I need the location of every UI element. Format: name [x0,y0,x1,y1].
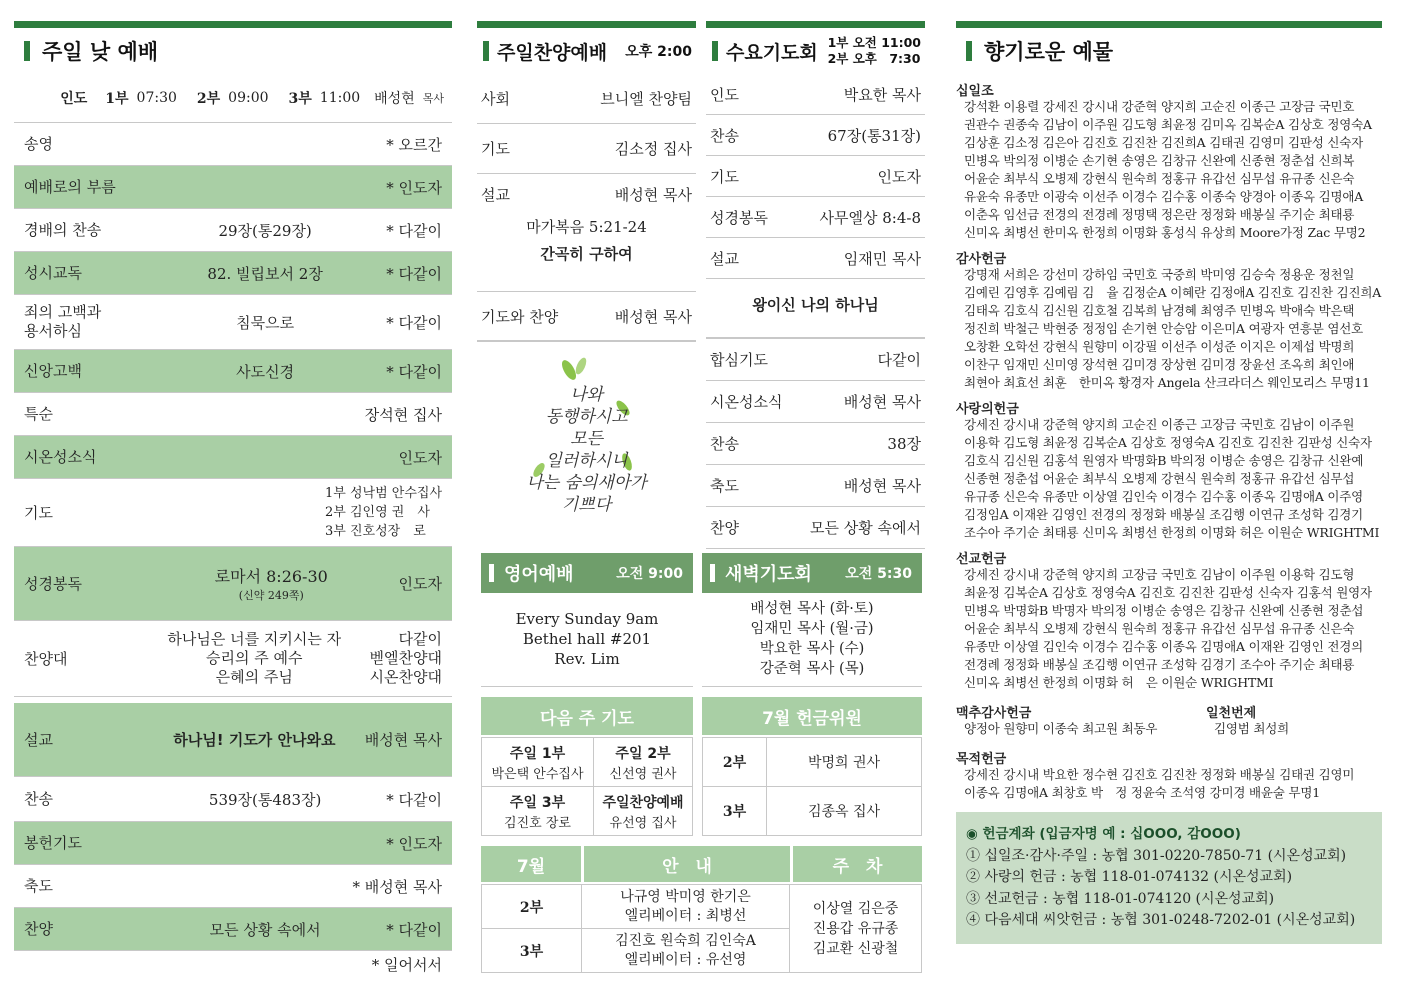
order-performer: * 다같이 [386,221,442,240]
offering-names-line: 유종만 이상열 김인숙 이경수 김수홍 이종옥 김명애A 이재완 김영인 전경의 [964,639,1364,654]
calligraphy-line: 나는 숨의새아가 [526,473,647,493]
committee-name: 박명희 권사 [767,738,922,787]
calligraphy-text [477,384,696,516]
order-row [706,507,925,549]
english-info-line: Every Sunday 9am [515,610,659,628]
scripture-page: (신약 249쪽) [238,589,304,602]
praise-row-value: 배성현 목사 [614,185,692,204]
committee-part: 2부 [703,738,767,787]
order-row [14,822,452,865]
dawn-info-line: 박요한 목사 (수) [759,641,865,657]
offering-names-line: 권관수 권종숙 김남이 이주원 김도형 최윤정 김미옥 김복순A 김상호 정영숙A [964,117,1372,132]
wednesday-title [706,28,925,74]
scripture-reader: 인도자 [398,575,442,593]
macchu-names: 양정아 원향미 이종숙 최고원 최동우 [964,721,1158,736]
order-row [14,252,452,295]
service-3-time: 11:00 [319,90,361,106]
offering-names-line: 김예린 김영후 김예림 김 율 김정순A 이혜란 김정애A 김진호 김진찬 김진희A [964,285,1382,300]
sunday-worship-column [14,21,452,979]
order-label: 기도 [710,167,739,186]
order-label: 봉헌기도 [24,833,82,852]
offering-categories [956,80,1382,692]
order-performer: * 배성현 목사 [352,877,442,896]
order-label: 예배로의 부름 [24,177,116,196]
order-content: 모든 상황 속에서 [209,920,321,939]
order-performer: 박요한 목사 [843,85,921,104]
english-worship-header [481,553,693,593]
offering-names-line: 이용학 김도형 최윤정 김복순A 김상호 정영숙A 김진호 김진찬 김판성 신숙자 [964,435,1372,450]
service-1-time: 07:30 [136,90,177,106]
account-box [956,812,1382,944]
prayer-lines [325,484,442,541]
offering-names [956,98,1382,242]
order-content: 539장(통483장) [208,790,322,809]
account-line: ② 사랑의 헌금 : 농협 118-01-074132 (시온성교회) [966,869,1293,885]
order-label: 찬양 [24,919,53,938]
offering-names-line: 이찬구 임재민 신미영 장석현 김미경 장상현 김미경 장윤선 조옥희 최인애 [964,357,1355,372]
service-2-part: 2부 [196,91,221,107]
order-performer: 인도자 [877,167,921,186]
next-prayer-cell: 주일찬양예배 유선영 집사 [594,787,693,836]
offering-names [956,566,1382,692]
sunday-schedule [14,74,452,122]
divider [702,686,922,687]
committee-part: 3부 [703,787,767,836]
sermon-title: 하나님! 기도가 안나와요 [173,731,336,749]
order-label: 찬송 [24,789,53,808]
calligraphy-line: 동행하시고 [545,407,628,427]
service-2-time: 09:00 [228,90,269,106]
offering-category-title: 십일조 [956,84,994,99]
calligraphy-line: 기쁘다 [561,495,612,515]
order-performer: 임재민 목사 [843,249,921,268]
purpose-line: 이종옥 김명애A 최창호 박 정 정윤숙 조석영 강미경 배윤술 무명1 [964,785,1320,800]
offering-names-line: 유규종 신은숙 유종만 이상열 김인숙 이경수 김수홍 이종옥 김명애A 이주영 [964,489,1364,504]
order-performer: * 다같이 [386,362,442,381]
offering-names-line: 이춘옥 임선금 전경의 전경례 정명택 정은란 정정화 배봉실 주기순 최태룡 [964,207,1355,222]
account-title: ◉ 헌금계좌 (입금자명 예 : 십OOO, 감OOO) [966,826,1241,842]
purpose-line: 강세진 강시내 박요한 정수현 김진호 김진찬 정정화 배봉실 김태권 김영미 [964,767,1355,782]
order-performer: 38장 [887,435,921,453]
guide-part: 3부 [482,929,582,973]
offering-category-title: 선교헌금 [956,552,1007,567]
order-performer: * 다같이 [386,264,442,283]
order-performer: 배성현 목사 [843,393,921,411]
english-info-line: Rev. Lim [554,650,620,668]
praise-row-label: 설교 [481,185,510,204]
order-label: 시온성소식 [710,393,783,411]
offering-names-line: 신미옥 최병선 한정희 이명화 허 은 이원순 WRIGHTMI [964,675,1274,690]
praise-row-label: 기도 [481,140,510,158]
english-info-line: Bethel hall #201 [522,630,652,648]
order-performer: 67장(통31장) [827,126,921,145]
choir-songs [139,630,370,687]
guide-table [481,884,922,973]
english-worship-time: 오전 9:00 [616,566,683,582]
ilcheon-title: 일천번제 [1206,706,1257,721]
order-performer: * 다같이 [386,313,442,332]
order-row [706,115,925,156]
order-performer: 모든 상황 속에서 [810,519,921,537]
macchu-title: 맥추감사헌금 [956,706,1032,721]
sermon-row [14,697,452,777]
offering-names-line: 신종현 정춘섭 어윤순 최부식 오병제 강현식 원숙희 정홍규 유갑선 심무섭 [964,471,1355,486]
offering-names-line: 강세진 강시내 강준혁 양지희 고순진 이종근 고장금 국민호 김남이 이주원 [964,417,1355,432]
order-label: 축도 [710,477,739,495]
praise-row-value: 김소정 집사 [614,140,692,158]
choir-group: 벧엘찬양대 [369,649,442,667]
order-content: 사도신경 [236,362,295,381]
extra-offerings [956,696,1382,738]
praise-title-text: 주일찬양예배 [497,41,608,64]
leader-name: 배성현 [374,91,415,107]
order-label: 특순 [24,404,53,423]
order-row [706,74,925,115]
wednesday-time-1: 1부 오전 11:00 [827,35,921,50]
order-content: 82. 빌립보서 2장 [207,264,323,283]
order-performer: 다같이 [877,351,921,369]
offering-names-line: 신미옥 최병선 한미옥 한정희 이명화 홍성식 유상희 Moore가정 Zac 무명2 [964,225,1366,240]
prayer-row [14,479,452,547]
choir-song: 은혜의 주님 [215,668,293,686]
purpose-title: 목적헌금 [956,752,1007,767]
sunday-order-list-2 [14,777,452,951]
offering-committee-table [702,737,922,836]
offering-names-line: 전경례 정정화 배봉실 조김행 이연규 조성학 김경기 조수아 주기순 최태룡 [964,657,1355,672]
offering-names-line: 어윤순 최부식 오병제 강현식 원숙희 정홍규 유갑선 심무섭 유규종 신은숙 [964,171,1355,186]
order-performer: * 다같이 [386,920,442,939]
choir-song: 승리의 주 예수 [206,649,303,667]
offerings-title-text: 향기로운 예물 [984,40,1114,64]
offerings-column [956,21,1382,944]
wednesday-order-list-2 [706,339,925,549]
order-label: 합심기도 [710,351,768,369]
guide-header-row [481,846,922,882]
praise-time: 오후 2:00 [625,44,692,60]
choir-groups [370,630,442,687]
dawn-info-line: 배성현 목사 (화·토) [750,601,874,617]
order-row [14,908,452,951]
order-label: 신앙고백 [24,361,82,380]
calligraphy-art [477,342,696,556]
order-label: 찬송 [710,126,739,145]
offering-category-title: 사랑의헌금 [956,402,1019,417]
leader-title: 목사 [422,92,444,105]
prayer-line: 1부 성낙범 안수집사 [325,486,442,501]
title-marker [489,564,494,582]
calligraphy-line: 일러하시니 [545,451,628,471]
offerings-title [956,28,1382,74]
offering-names-line: 김태옥 김호식 김신원 김호철 김복희 남경혜 최영주 민병옥 박애숙 박은택 [964,303,1355,318]
dawn-prayer-header [702,553,922,593]
offering-names [956,266,1382,392]
order-content: 침묵으로 [236,313,295,332]
order-row [14,350,452,393]
wednesday-top-bar [706,21,925,28]
order-row [706,156,925,197]
praise-top-bar [477,21,696,28]
offering-names-line: 최현아 최효선 최훈 한미옥 황경자 Angela 산크라더스 웨인모리스 무명11 [964,375,1370,390]
next-prayer-header: 다음 주 기도 [481,697,693,735]
order-label: 송영 [24,134,53,153]
offering-names-line: 민병옥 박명화B 박명자 박의정 이병순 송영은 김창규 신완예 신종현 정춘섭 [964,603,1364,618]
offering-names-line: 민병옥 박의정 이병순 손기현 송영은 김창규 신완예 신종현 정춘섭 신희복 [964,153,1355,168]
dawn-info-line: 강준혁 목사 (목) [759,661,865,677]
order-performer: 인도자 [398,448,442,467]
praise-row-value: 브니엘 찬양팀 [600,90,692,108]
parking-title: 주 차 [793,846,922,882]
order-row [706,423,925,465]
offering-names-line: 유윤숙 유종만 이광숙 이선주 이경수 김수홍 이종숙 양경아 이종옥 김명애A [964,189,1364,204]
guide-cell: 김진호 원숙희 김인숙A 엘리베이터 : 유선영 [582,929,790,973]
order-label: 찬송 [710,435,739,453]
order-row [14,777,452,822]
sunday-top-bar [14,21,452,28]
praise-sermon-block [477,174,696,292]
order-row [14,436,452,479]
title-marker [483,41,489,61]
service-1-part: 1부 [105,91,129,107]
order-performer: * 다같이 [386,790,442,809]
order-label: 성경봉독 [710,208,768,227]
order-row [706,238,925,279]
standing-note: * 일어서서 [371,956,442,974]
order-label: 성시교독 [24,263,82,282]
divider [481,686,693,687]
order-performer: * 인도자 [386,178,442,197]
sermon-label: 설교 [24,731,53,749]
order-label: 경배의 찬송 [24,220,102,239]
title-marker [712,41,718,61]
offering-names-line: 강명재 서희은 강선미 강하임 국민호 국중희 박미영 김승숙 정용운 정천일 [964,267,1355,282]
wednesday-times [828,35,921,67]
sunday-title-text: 주일 낮 예배 [42,40,159,64]
offering-names-line: 강석환 이용렬 강세진 강시내 강준혁 양지희 고순진 이종근 고장금 국민호 [964,99,1355,114]
dawn-info-line: 임재민 목사 (월·금) [750,621,874,637]
order-label: 찬양 [710,519,739,537]
wednesday-column [706,21,925,549]
offering-names-line: 김상훈 김소정 김은아 김진호 김진찬 김진희A 김태권 김영미 김판성 신숙자 [964,135,1364,150]
guide-part: 2부 [482,885,582,929]
wednesday-order-list [706,74,925,279]
offering-names-line: 정진희 박철근 박현중 정정임 손기현 안승암 이은미A 여광자 연흥분 염선호 [964,321,1364,336]
offering-category-title: 감사헌금 [956,252,1007,267]
parking-cell: 이상열 김은중 진용갑 유규종 김교환 신광철 [790,885,922,973]
ilcheon-names: 김영범 최성희 [1214,721,1290,736]
dawn-prayer-title: 새벽기도회 [725,564,812,585]
choir-row [14,621,452,697]
praise-verse: 마가복음 5:21-24 [526,218,647,236]
prayer-line: 3부 진호성장 로 [325,524,426,539]
order-label: 인도 [710,85,739,104]
order-label: 설교 [710,249,739,268]
offering-names-line: 조수아 주기순 최태룡 신미옥 최병선 한정희 이명화 허은 이원순 WRIGHTMI [964,525,1380,540]
order-performer: 사무엘상 8:4-8 [819,208,921,227]
order-label: 죄의 고백과 용서하심 [24,303,102,340]
praise-row-value: 배성현 목사 [614,307,692,326]
wednesday-title-text: 수요기도회 [726,41,818,64]
order-row [706,197,925,238]
praise-row-host [477,74,696,124]
offering-committee-header: 7월 헌금위원 [702,697,922,735]
order-performer: * 인도자 [386,834,442,853]
sunday-title [14,28,452,74]
english-worship-info [481,609,693,669]
praise-sermon-title: 간곡히 구하여 [540,245,633,263]
offering-names [956,416,1382,542]
sermon-preacher: 배성현 목사 [364,731,442,749]
order-performer: 장석현 집사 [364,405,442,424]
order-row [14,166,452,209]
wednesday-sermon-title: 왕이신 나의 하나님 [706,279,925,339]
offering-names-line: 어윤순 최부식 오병제 강현식 원숙희 정홍규 유갑선 심무섭 유규종 신은숙 [964,621,1355,636]
title-marker [966,41,972,61]
choir-group: 시온찬양대 [369,668,442,686]
praise-row-label: 사회 [481,90,510,108]
praise-row-prayer-song [477,292,696,342]
scripture-label: 성경봉독 [24,575,82,593]
sunday-order-list [14,122,452,479]
purpose-names [956,766,1382,802]
calligraphy-line: 나와 [570,385,603,405]
prayer-label: 기도 [24,504,53,522]
leader-label: 인도 [60,91,88,107]
order-row [14,865,452,908]
praise-column [477,21,696,556]
english-worship-title: 영어예배 [504,564,574,585]
order-content: 29장(통29장) [218,221,312,240]
choir-label: 찬양대 [24,650,68,668]
order-row [14,295,452,350]
offering-names-line: 최윤정 김복순A 김상호 정영숙A 김진호 김진찬 김판성 신숙자 김홍석 원영자 [964,585,1372,600]
order-row [706,381,925,423]
praise-row-label: 기도와 찬양 [481,307,559,326]
choir-group: 다같이 [398,630,442,648]
offering-names-line: 김정임A 이재완 김영인 전경의 정정화 배봉실 조김행 이연규 조성학 김경기 [964,507,1364,522]
choir-song: 하나님은 너를 지키시는 자 [167,630,342,648]
account-line: ① 십일조·감사·주일 : 농협 301-0220-7850-71 (시온성교회) [966,847,1347,864]
order-row [14,393,452,436]
prayer-line: 2부 김인영 권 사 [325,505,430,520]
order-row [14,123,452,166]
wednesday-time-2: 2부 오후 7:30 [827,51,921,66]
guide-title: 안 내 [584,846,790,882]
account-line: ④ 다음세대 씨앗헌금 : 농협 301-0248-7202-01 (시온성교회) [966,912,1356,928]
offering-names-line: 강세진 강시내 강준혁 양지희 고장금 국민호 김남이 이주원 이용학 김도형 [964,567,1355,582]
next-prayer-cell: 주일 1부 박은택 안수집사 [482,738,594,787]
guide-month: 7월 [481,846,581,882]
praise-title [477,28,696,74]
order-performer: 배성현 목사 [843,477,921,495]
order-row [706,339,925,381]
next-prayer-table [481,737,693,836]
committee-name: 김종옥 집사 [767,787,922,836]
offering-names-line: 김호식 김신원 김홍석 원영자 박명화B 박의정 이병순 송영은 김창규 신완예 [964,453,1364,468]
guide-cell: 나규영 박미영 한기은 엘리베이터 : 최병선 [582,885,790,929]
order-row [14,209,452,252]
order-label: 시온성소식 [24,447,97,466]
scripture-text: 로마서 8:26-30 [214,567,328,586]
calligraphy-line: 모든 [570,429,603,449]
next-prayer-cell: 주일 2부 신선영 권사 [594,738,693,787]
title-marker [24,41,30,61]
next-prayer-cell: 주일 3부 김진호 장로 [482,787,594,836]
service-3-part: 3부 [288,91,312,107]
dawn-prayer-time: 오전 5:30 [845,566,912,582]
offerings-top-bar [956,21,1382,28]
order-label: 축도 [24,876,53,895]
scripture-row [14,547,452,621]
dawn-prayer-info [702,599,922,679]
account-line: ③ 선교헌금 : 농협 118-01-074120 (시온성교회) [966,890,1275,907]
offering-names-line: 오창환 오학선 강현식 원향미 이강필 이선주 이성준 이지은 이제섭 박명희 [964,339,1355,354]
order-row [706,465,925,507]
praise-row-prayer [477,124,696,174]
title-marker [710,564,715,582]
order-performer: * 오르간 [386,135,442,154]
